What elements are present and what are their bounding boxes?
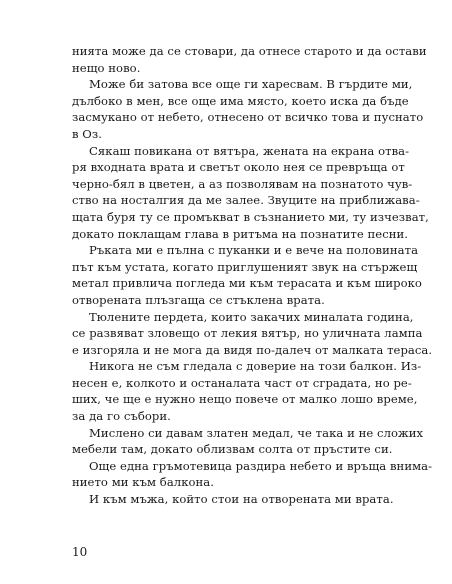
text-line: път към устата, когато приглушеният звук на стържещ bbox=[72, 259, 418, 274]
text-line: Ръката ми е пълна с пуканки и е вече на половината bbox=[89, 243, 419, 258]
text-line: нещо ново. bbox=[72, 60, 141, 75]
text-line: отворената плъзгаща се стъклена врата. bbox=[72, 292, 325, 307]
body-text bbox=[72, 43, 433, 508]
text-line: мебели там, докато облизвам солта от пръстите си. bbox=[72, 442, 393, 457]
text-line: И към мъжа, който стои на отворената ми врата. bbox=[89, 492, 394, 507]
text-line: Сякаш повикана от вятъра, жената на екрана отва- bbox=[89, 143, 410, 158]
text-line: черно-бял в цветен, а аз позволявам на познатото чув- bbox=[72, 176, 413, 191]
text-line: Може би затова все още ги харесвам. В гърдите ми, bbox=[89, 77, 413, 92]
text-line: за да го събори. bbox=[72, 409, 171, 424]
text-line: е изгоряла и не мога да видя по-далеч от малката тераса. bbox=[72, 342, 433, 357]
text-line: Никога не съм гледала с доверие на този балкон. Из- bbox=[89, 359, 422, 374]
text-line: нието ми към балкона. bbox=[72, 475, 215, 490]
text-line: в Оз. bbox=[72, 126, 102, 141]
text-line: Още една гръмотевица раздира небето и връща внима- bbox=[89, 458, 433, 473]
text-line: се развяват зловещо от лекия вятър, но уличната лампа bbox=[72, 326, 423, 341]
page-number: 10 bbox=[72, 545, 88, 559]
text-line: ших, че ще е нужно нещо повече от малко лошо време, bbox=[72, 392, 418, 407]
text-line: несен е, колкото и останалата част от сградата, но ре- bbox=[72, 375, 412, 390]
text-line: докато поклащам глава в ритъма на познатите песни. bbox=[72, 226, 409, 241]
text-line: ство на носталгия да ме залее. Звуците на приближава- bbox=[72, 193, 420, 208]
text-line: ря входната врата и светът около нея се превръща от bbox=[72, 160, 405, 175]
text-line: дълбоко в мен, все още има място, което иска да бъде bbox=[72, 93, 409, 108]
text-line: Мислено си давам златен медал, че така и не сложих bbox=[89, 425, 424, 440]
text-line: нията може да се стовари, да отнесе старото и да остави bbox=[72, 44, 427, 58]
text-line: щата буря ту се промъкват в съзнанието ми, ту изчезват, bbox=[72, 209, 429, 224]
text-line: Тюлените пердета, които закачих миналата година, bbox=[89, 309, 414, 324]
text-line: засмукано от небето, отнесено от всичко това и пуснато bbox=[72, 110, 424, 125]
text-line: метал привлича погледа ми към терасата и към широко bbox=[72, 276, 422, 291]
